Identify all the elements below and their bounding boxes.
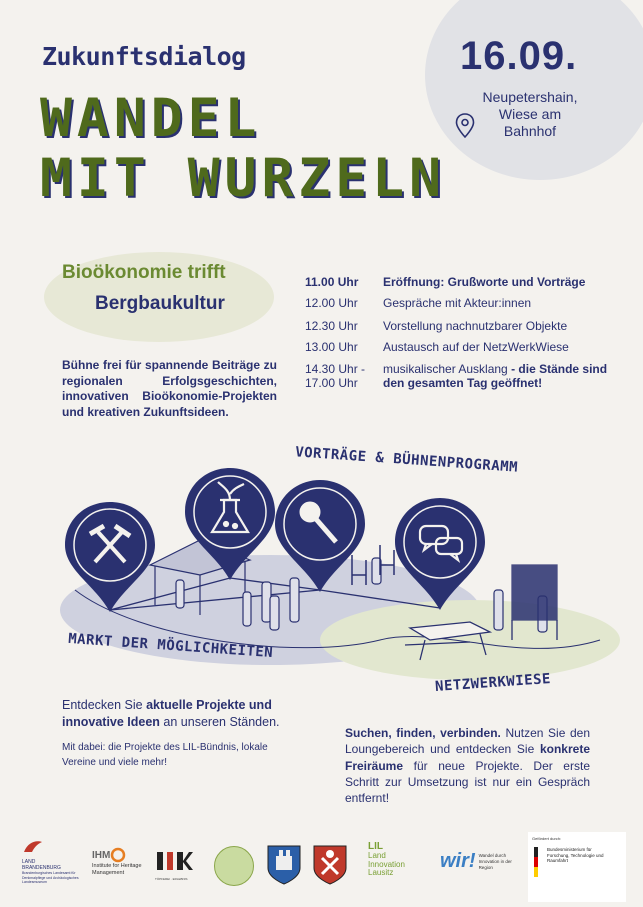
logo-coat-of-arms-1 xyxy=(266,844,302,891)
ground-shadow-2 xyxy=(320,600,620,680)
tagline-line2: Bergbaukultur xyxy=(95,293,225,314)
event-location: Neupetershain, Wiese am Bahnhof xyxy=(482,89,578,139)
label-markt: MARKT DER MÖGLICHKEITEN xyxy=(67,630,274,662)
tuk-mark-icon xyxy=(155,850,195,872)
logo-lil: LIL Land Innovation Lausitz xyxy=(368,841,405,877)
schedule-row: 11.00 Uhr Eröffnung: Grußworte und Vorträge xyxy=(305,275,586,289)
logo-wir: wir! Wandel durch Innovation in der Region xyxy=(440,850,512,872)
logo-coat-of-arms-2 xyxy=(312,844,348,891)
logo-round-green xyxy=(214,846,254,886)
schedule-row: 14.30 Uhr - 17.00 Uhr musikalischer Ausklang - die Stände sind den gesamten Tag geöffnet! xyxy=(305,362,608,390)
map-pin-icon xyxy=(455,113,475,139)
coat-of-arms-icon xyxy=(312,844,348,886)
event-date: 16.09. xyxy=(460,34,578,78)
schedule-row: 13.00 Uhr Austausch auf der NetzWerkWiese xyxy=(305,340,569,354)
subtitle: Zukunftsdialog xyxy=(42,42,246,71)
logo-tuk: TÖPFEREI · ERLEBNIS xyxy=(155,850,200,881)
label-netzwerkwiese: NETZWERKWIESE xyxy=(434,670,552,696)
logo-blfd: LAND BRANDENBURG Brandenburgisches Landesamt für Denkmalpflege und Archäologisches Landesmuseum xyxy=(22,838,82,885)
intro-text: Bühne frei für spannende Beiträge zu regionalen Erfolgsgeschichten, innovativen Bioökonomie-Projekten und kreativen Zukunftsideen. xyxy=(62,358,277,419)
ihm-mark-icon xyxy=(110,847,126,863)
headline-line2: MIT WURZELN xyxy=(40,148,446,209)
label-vortraege: VORTRÄGE & BÜHNENPROGRAMM xyxy=(294,444,519,476)
headline-line1: WANDEL xyxy=(40,88,262,149)
eagle-icon xyxy=(22,838,44,854)
logo-bmbf: Gefördert durch: Bundesministerium für Forschung, Technologie und Raumfahrt xyxy=(528,832,626,902)
markt-description: Entdecken Sie aktuelle Projekte und innovative Ideen an unseren Ständen. xyxy=(62,698,280,729)
tagline-line1: Bioökonomie trifft xyxy=(62,262,226,283)
flag-icon xyxy=(532,847,544,877)
coat-of-arms-icon xyxy=(266,844,302,886)
partner-logos xyxy=(0,810,643,907)
schedule-row: 12.30 Uhr Vorstellung nachnutzbarer Objekte xyxy=(305,319,568,333)
markt-participants: Mit dabei: die Projekte des LIL-Bündnis, lokale Vereine und viele mehr! xyxy=(62,742,268,768)
netzwerk-description: Suchen, finden, verbinden. Nutzen Sie den Loungebereich und entdecken Sie konkrete Freiräume für neue Projekte. Der erste Schritt zur Umsetzung ist nur ein Gespräch entfernt! xyxy=(345,726,590,806)
logo-ihm: IHM Institute for Heritage Management xyxy=(92,847,154,877)
schedule-row: 12.00 Uhr Gespräche mit Akteur:innen xyxy=(305,296,532,310)
